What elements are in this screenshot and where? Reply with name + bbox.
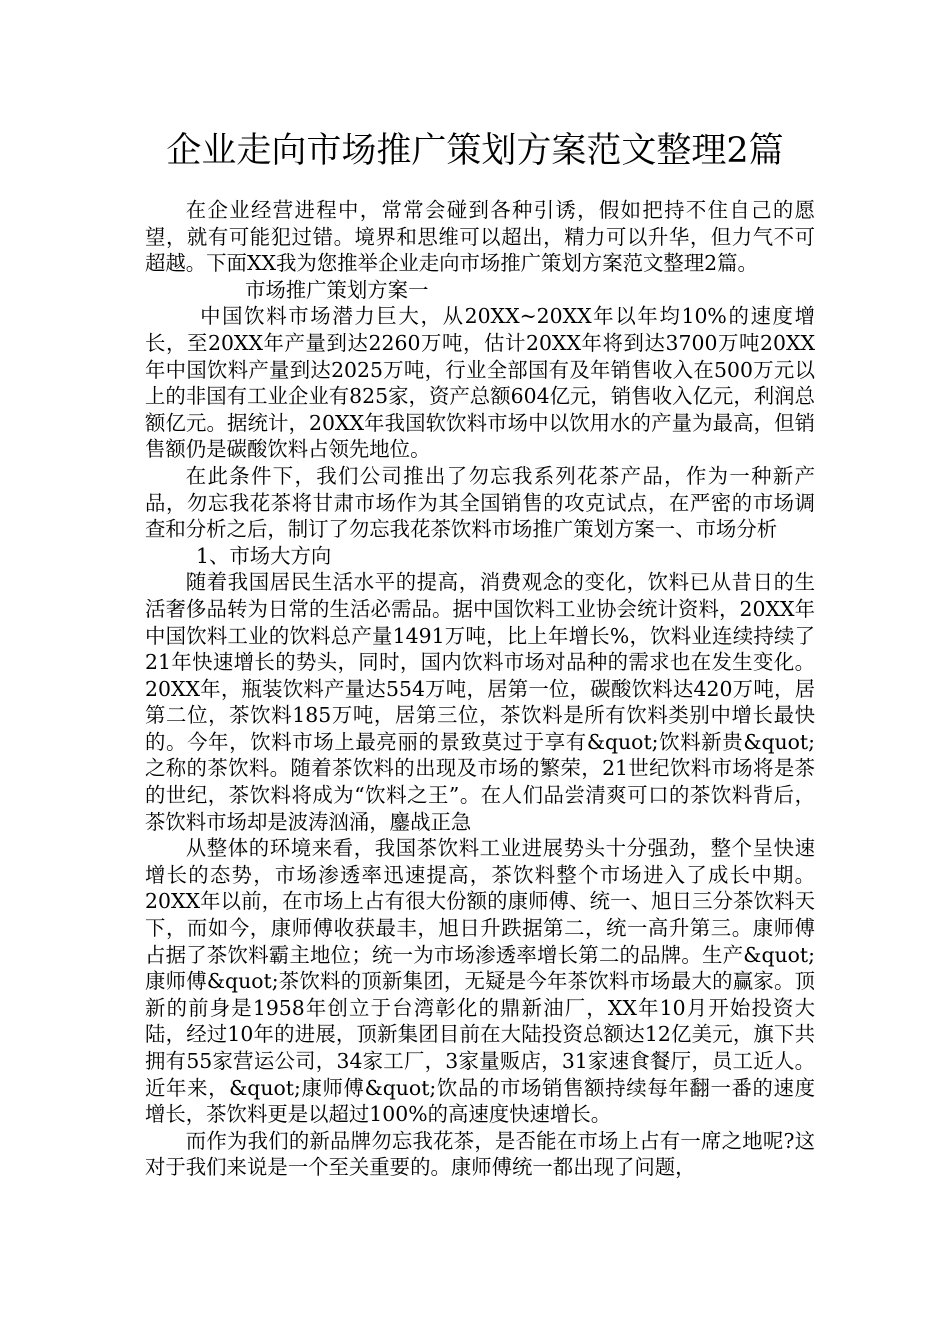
body-paragraph: 中国饮料市场潜力巨大，从20XX~20XX年以年均10%的速度增长，至20XX年产量到达2260万吨，估计20XX年将到达3700万吨20XX年中国饮料产量到达2025万吨，行业全部国有及年销售收入在500万元以上的非国有工业企业有825家，资产总额604亿元，销售收入亿元，利润总额亿元。据统计，20XX年我国软饮料市场中以饮用水的产量为最高，但销售额仍是碳酸饮料占领先地位。 — [145, 304, 815, 462]
document-title: 企业走向市场推广策划方案范文整理2篇 — [166, 131, 784, 171]
section-heading: 市场推广策划方案一 — [244, 277, 429, 302]
body-paragraph: 从整体的环境来看，我国茶饮料工业进展势头十分强劲，整个呈快速增长的态势，市场渗透率迅速提高，茶饮料整个市场进入了成长中期。20XX年以前，在市场上占有很大份额的康师傅、统一、旭日三分茶饮料天下，而如今，康师傅收获最丰，旭日升跌据第二，统一高升第三。康师傅占据了茶饮料霸主地位；统一为市场渗透率增长第二的品牌。生产&quot;康师傅&quot;茶饮料的顶新集团，无疑是今年茶饮料市场最大的赢家。顶新的前身是1958年创立于台湾彰化的鼎新油厂，XX年10月开始投资大陆，经过10年的进展，顶新集团目前在大陆投资总额达12亿美元，旗下共拥有55家营运公司，34家工厂，3家量贩店，31家速食餐厅，员工近人。近年来，&quot;康师傅&quot;饮品的市场销售额持续每年翻一番的速度增长，茶饮料更是以超过100%的高速度快速增长。 — [145, 836, 815, 1127]
document-body — [145, 197, 815, 1181]
intro-paragraph: 在企业经营进程中，常常会碰到各种引诱，假如把持不住自己的愿望，就有可能犯过错。境界和思维可以超出，精力可以升华，但力气不可超越。下面XX我为您推举企业走向市场推广策划方案范文整理2篇。 — [145, 198, 815, 276]
subsection-heading: 1、市场大方向 — [196, 543, 332, 568]
body-paragraph: 在此条件下，我们公司推出了勿忘我系列花茶产品，作为一种新产品，勿忘我花茶将甘肃市场作为其全国销售的攻克试点，在严密的市场调查和分析之后，制订了勿忘我花茶饮料市场推广策划方案一、市场分析 — [145, 463, 815, 542]
body-paragraph: 而作为我们的新品牌勿忘我花茶，是否能在市场上占有一席之地呢?这对于我们来说是一个至关重要的。康师傅统一都出现了问题， — [145, 1128, 815, 1180]
body-paragraph: 随着我国居民生活水平的提高，消费观念的变化，饮料已从昔日的生活奢侈品转为日常的生活必需品。据中国饮料工业协会统计资料，20XX年中国饮料工业的饮料总产量1491万吨，比上年增长%，饮料业连续持续了21年快速增长的势头，同时，国内饮料市场对品种的需求也在发生变化。20XX年，瓶装饮料产量达554万吨，居第一位，碳酸饮料达420万吨，居第二位，茶饮料185万吨，居第三位，茶饮料是所有饮料类别中增长最快的。今年，饮料市场上最亮丽的景致莫过于享有&quot;饮料新贵&quot;之称的茶饮料。随着茶饮料的出现及市场的繁荣，21世纪饮料市场将是茶的世纪，茶饮料将成为“饮料之王”。在人们品尝清爽可口的茶饮料背后，茶饮料市场却是波涛汹涌，鏖战正急 — [145, 570, 815, 834]
